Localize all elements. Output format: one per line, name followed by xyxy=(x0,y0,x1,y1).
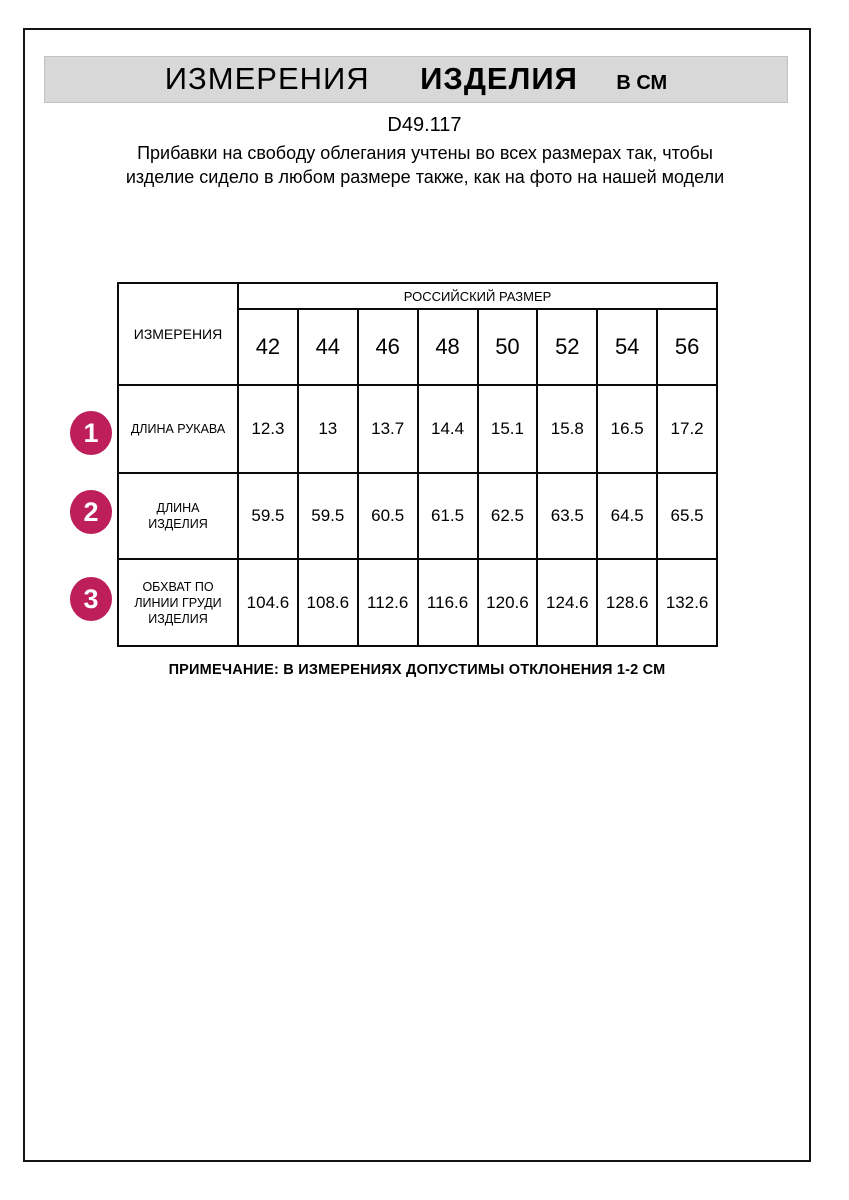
value-cell: 108.6 xyxy=(298,559,358,646)
table-row-garment-length xyxy=(118,473,717,559)
row-number-badge-2: 2 xyxy=(70,490,112,534)
value-cell: 59.5 xyxy=(238,473,298,559)
size-system-header: РОССИЙСКИЙ РАЗМЕР xyxy=(238,283,717,309)
value-cell: 16.5 xyxy=(597,385,657,473)
value-cell: 15.1 xyxy=(478,385,538,473)
value-cell: 63.5 xyxy=(537,473,597,559)
row-label: ДЛИНА РУКАВА xyxy=(118,385,238,473)
value-cell: 104.6 xyxy=(238,559,298,646)
row-label: ОБХВАТ ПО ЛИНИИ ГРУДИ ИЗДЕЛИЯ xyxy=(118,559,238,646)
tolerance-note: ПРИМЕЧАНИЕ: В ИЗМЕРЕНИЯХ ДОПУСТИМЫ ОТКЛОНЕНИЯ 1-2 СМ xyxy=(168,662,666,678)
value-cell: 128.6 xyxy=(597,559,657,646)
size-header: 50 xyxy=(478,309,538,385)
title-bar xyxy=(44,56,788,103)
size-table xyxy=(117,282,718,647)
value-cell: 124.6 xyxy=(537,559,597,646)
model-number: D49.117 xyxy=(387,114,462,136)
value-cell: 13 xyxy=(298,385,358,473)
size-header: 56 xyxy=(657,309,717,385)
value-cell: 14.4 xyxy=(418,385,478,473)
table-row-sleeve-length xyxy=(118,385,717,473)
value-cell: 132.6 xyxy=(657,559,717,646)
value-cell: 59.5 xyxy=(298,473,358,559)
size-header: 44 xyxy=(298,309,358,385)
size-header: 48 xyxy=(418,309,478,385)
value-cell: 13.7 xyxy=(358,385,418,473)
size-header: 46 xyxy=(358,309,418,385)
value-cell: 116.6 xyxy=(418,559,478,646)
row-number-badge-3: 3 xyxy=(70,577,112,621)
value-cell: 65.5 xyxy=(657,473,717,559)
row-number-badge-1: 1 xyxy=(70,411,112,455)
value-cell: 15.8 xyxy=(537,385,597,473)
size-header: 54 xyxy=(597,309,657,385)
size-header: 52 xyxy=(537,309,597,385)
title-product: ИЗДЕЛИЯ xyxy=(420,61,578,96)
value-cell: 17.2 xyxy=(657,385,717,473)
value-cell: 64.5 xyxy=(597,473,657,559)
value-cell: 112.6 xyxy=(358,559,418,646)
measurements-header-cell: ИЗМЕРЕНИЯ xyxy=(118,283,238,385)
value-cell: 12.3 xyxy=(238,385,298,473)
value-cell: 62.5 xyxy=(478,473,538,559)
value-cell: 60.5 xyxy=(358,473,418,559)
title-units: В СМ xyxy=(616,72,668,94)
size-table-container xyxy=(117,282,718,647)
value-cell: 61.5 xyxy=(418,473,478,559)
size-header: 42 xyxy=(238,309,298,385)
value-cell: 120.6 xyxy=(478,559,538,646)
row-label: ДЛИНА ИЗДЕЛИЯ xyxy=(118,473,238,559)
title-measurements: ИЗМЕРЕНИЯ xyxy=(164,61,370,96)
fit-description: Прибавки на свободу облегания учтены во всех размерах так, чтобы изделие сидело в любом размере также, как на фото на нашей модели xyxy=(125,143,725,187)
table-row-chest-girth xyxy=(118,559,717,646)
